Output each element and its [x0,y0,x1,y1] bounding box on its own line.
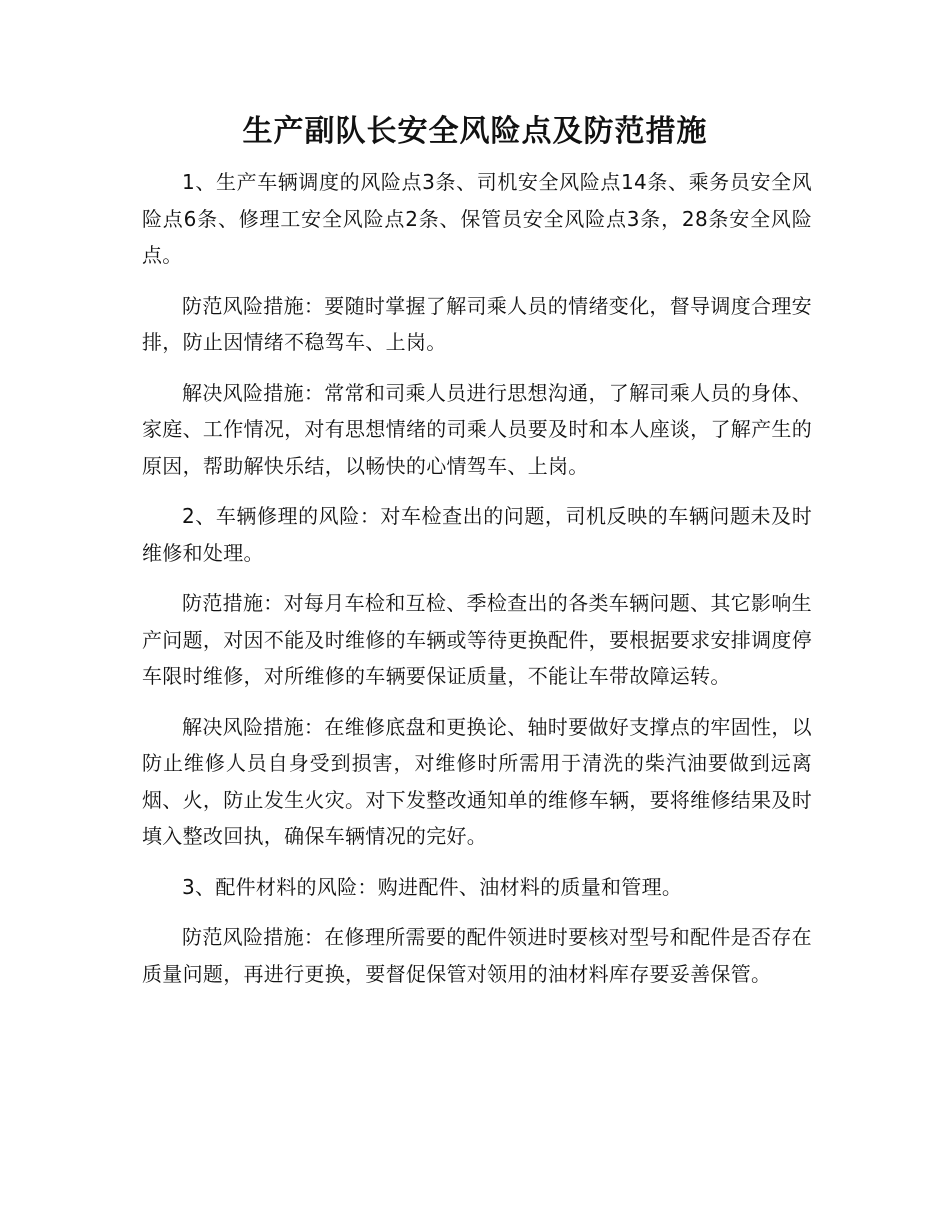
paragraph-risk-summary: 1、生产车辆调度的风险点3条、司机安全风险点14条、乘务员安全风险点6条、修理工安全风险点2条、保管员安全风险点3条，28条安全风险点。 [142,170,812,267]
paragraph-solution-2: 解决风险措施：在维修底盘和更换论、轴时要做好支撑点的牢固性，以防止维修人员自身受到损害，对维修时所需用于清洗的柴汽油要做到远离烟、火，防止发生火灾。对下发整改通知单的维修车辆，要将维修结果及时填入整改回执，确保车辆情况的完好。 [142,714,812,848]
document-title: 生产副队长安全风险点及防范措施 [242,114,708,149]
paragraph-solution-1: 解决风险措施：常常和司乘人员进行思想沟通，了解司乘人员的身体、家庭、工作情况，对有思想情绪的司乘人员要及时和本人座谈，了解产生的原因，帮助解快乐结，以畅快的心情驾车、上岗。 [142,380,812,478]
paragraph-prevention-1: 防范风险措施：要随时掌握了解司乘人员的情绪变化，督导调度合理安排，防止因情绪不稳驾车、上岗。 [142,293,812,354]
paragraph-prevention-2: 防范措施：对每月车检和互检、季检查出的各类车辆问题、其它影响生产问题，对因不能及时维修的车辆或等待更换配件，要根据要求安排调度停车限时维修，对所维修的车辆要保证质量，不能让车带故障运转。 [142,591,812,688]
paragraph-repair-risk: 2、车辆修理的风险：对车检查出的问题，司机反映的车辆问题未及时维修和处理。 [142,504,812,565]
paragraph-prevention-3: 防范风险措施：在修理所需要的配件领进时要核对型号和配件是否存在质量问题，再进行更换，要督促保管对领用的油材料库存要妥善保管。 [142,925,812,986]
paragraph-parts-risk: 3、配件材料的风险：购进配件、油材料的质量和管理。 [182,874,683,899]
document-body [142,164,812,1006]
